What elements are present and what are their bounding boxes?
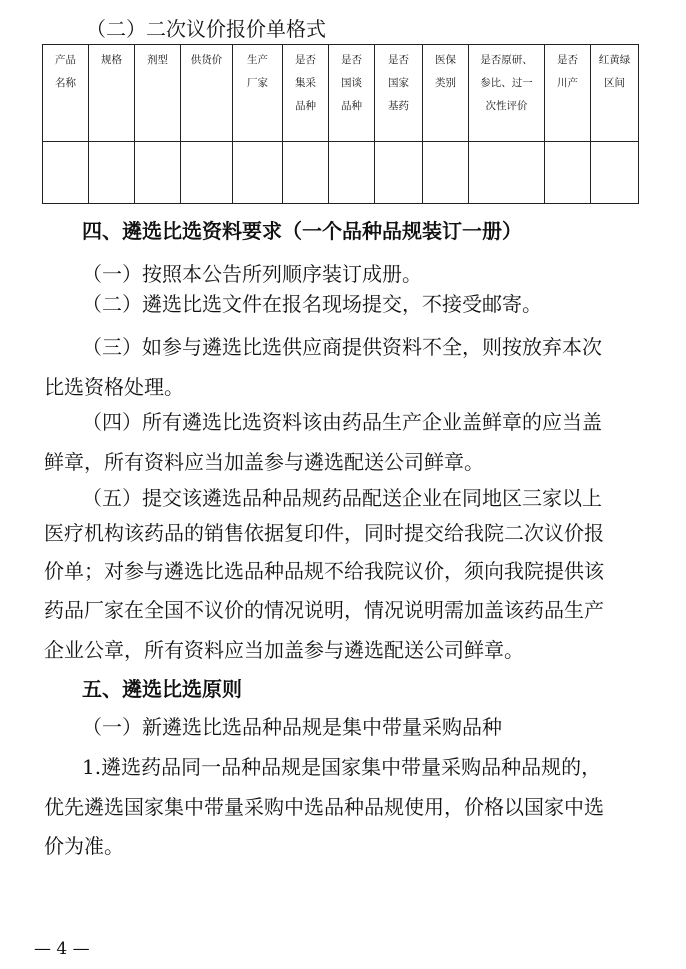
table-empty-row — [43, 142, 639, 204]
section4-item-5-line5: 企业公章，所有资料应当加盖参与遴选配送公司鲜章。 — [44, 638, 524, 662]
col-header-dosage-form: 剂型 — [135, 45, 181, 142]
col-header-manufacturer: 生产 厂家 — [233, 45, 283, 142]
section5-item-1-line3: 价为准。 — [44, 834, 124, 858]
section5-subheading: （一）新遴选比选品种品规是集中带量采购品种 — [82, 715, 502, 739]
col-header-essential: 是否 国家 基药 — [375, 45, 423, 142]
col-header-product-name: 产品 名称 — [43, 45, 89, 142]
col-header-negotiated: 是否 国谈 品种 — [329, 45, 375, 142]
section4-item-1: （一）按照本公告所列顺序装订成册。 — [82, 262, 422, 286]
section4-title: 四、遴选比选资料要求（一个品种品规装订一册） — [82, 219, 522, 243]
section4-item-5-line3: 价单；对参与遴选比选品种品规不给我院议价，须向我院提供该 — [44, 559, 604, 583]
col-header-insurance: 医保 类别 — [423, 45, 469, 142]
section4-item-3: （三）如参与遴选比选供应商提供资料不全，则按放弃本次 — [82, 335, 602, 359]
col-header-centralized: 是否 集采 品种 — [283, 45, 329, 142]
table-heading: （二）二次议价报价单格式 — [86, 17, 326, 41]
section5-title: 五、遴选比选原则 — [82, 677, 242, 701]
col-header-sichuan: 是否 川产 — [545, 45, 591, 142]
col-header-original: 是否原研、 参比、过一 次性评价 — [469, 45, 545, 142]
section4-item-2: （二）遴选比选文件在报名现场提交，不接受邮寄。 — [82, 292, 542, 316]
col-header-zone: 红黄绿 区间 — [591, 45, 639, 142]
section4-item-4: （四）所有遴选比选资料该由药品生产企业盖鲜章的应当盖 — [82, 410, 602, 434]
table-header-row — [43, 45, 639, 142]
page-number: — 4 — — [34, 939, 90, 959]
section5-item-1: 1.遴选药品同一品种品规是国家集中带量采购品种品规的， — [82, 755, 602, 779]
section4-item-5-line2: 医疗机构该药品的销售依据复印件，同时提交给我院二次议价报 — [44, 521, 604, 545]
section5-item-1-line2: 优先遴选国家集中带量采购中选品种品规使用，价格以国家中选 — [44, 795, 604, 819]
col-header-spec: 规格 — [89, 45, 135, 142]
section4-item-5-line4: 药品厂家在全国不议价的情况说明，情况说明需加盖该药品生产 — [44, 598, 604, 622]
section4-item-5: （五）提交该遴选品种品规药品配送企业在同地区三家以上 — [82, 486, 602, 510]
section4-item-3-cont: 比选资格处理。 — [44, 375, 184, 399]
quote-form-table — [42, 44, 639, 204]
section4-item-4-cont: 鲜章，所有资料应当加盖参与遴选配送公司鲜章。 — [44, 450, 484, 474]
col-header-supply-price: 供货价 — [181, 45, 233, 142]
